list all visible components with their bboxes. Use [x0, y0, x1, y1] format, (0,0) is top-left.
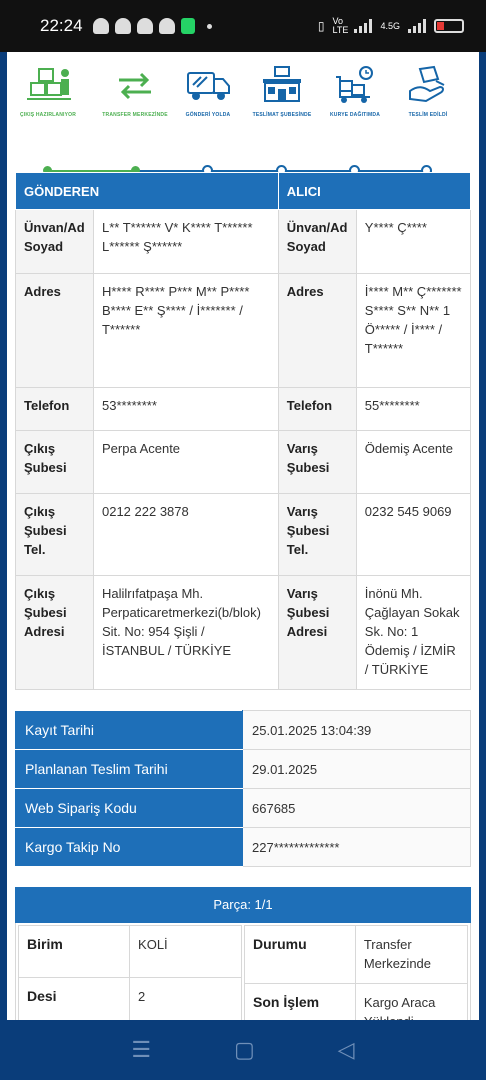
receiver-header: ALICI: [278, 173, 470, 210]
table-row: [16, 750, 471, 789]
status-bar: [0, 0, 486, 52]
unit-value: KOLİ: [130, 926, 242, 978]
last-action-value: Kargo Araca: [355, 984, 467, 1044]
status-time: 22:24: [40, 16, 83, 35]
snapchat-icon: [115, 18, 131, 34]
delivered-handover-icon: [391, 62, 465, 108]
vibrate-icon: ▯: [317, 19, 325, 33]
receiver-address-label: Adres: [278, 274, 356, 388]
transfer-arrows-icon: [98, 62, 172, 108]
destination-branch-label: Varış Şubesi: [278, 431, 356, 494]
web-order-code-value: 667685: [243, 789, 471, 828]
table-row: [245, 926, 468, 984]
receiver-address-value: İ**** M** Ç******* S**** S** N** 1 Ö***** / İ**** / T******: [356, 274, 470, 388]
unit-label: Birim: [19, 926, 130, 978]
table-row: [16, 274, 471, 388]
home-button[interactable]: ▢: [234, 1037, 255, 1062]
table-row: [16, 789, 471, 828]
signal-icon-2: [408, 19, 426, 33]
more-notifications-dot-icon: [207, 24, 212, 29]
navigation-bar: [0, 1020, 486, 1080]
party-header-row: [16, 173, 471, 210]
table-row: [19, 926, 242, 978]
sender-receiver-table: [15, 172, 471, 690]
truck-icon: [171, 62, 245, 108]
sender-name-label: Ünvan/Ad Soyad: [16, 210, 94, 274]
sender-address-label: Adres: [16, 274, 94, 388]
receiver-name-label: Ünvan/Ad Soyad: [278, 210, 356, 274]
origin-branch-phone-label: Çıkış Şubesi Tel.: [16, 494, 94, 576]
volte-label: Vo LTE: [332, 16, 349, 35]
table-row: [16, 828, 471, 867]
shipment-info-table: [15, 710, 471, 867]
warehouse-worker-icon: [11, 62, 85, 108]
receiver-phone-label: Telefon: [278, 388, 356, 431]
last-action-label: Son İşlem: [245, 984, 356, 1044]
origin-branch-address-value: Halilrıfatpaşa Mh. Perpaticaretmerkezi(b/blok) Sit. No: 954 Şişli / İSTANBUL / TÜRKİYE: [93, 576, 278, 690]
step-kurye: KURYE DAĞITIMDA: [318, 62, 392, 118]
planned-delivery-value: 29.01.2025: [243, 750, 471, 789]
origin-branch-address-label: Çıkış Şubesi Adresi: [16, 576, 94, 690]
notification-icons: [93, 18, 212, 34]
web-order-code-label: Web Sipariş Kodu: [16, 789, 243, 828]
table-row: [16, 388, 471, 431]
sender-phone-label: Telefon: [16, 388, 94, 431]
step-yolda: GÖNDERİ YOLDA: [171, 62, 245, 118]
destination-branch-phone-label: Varış Şubesi Tel.: [278, 494, 356, 576]
snapchat-icon: [93, 18, 109, 34]
branch-store-icon: [245, 62, 319, 108]
table-row: [16, 711, 471, 750]
origin-branch-value: Perpa Acente: [93, 431, 278, 494]
tracking-number-label: Kargo Takip No: [16, 828, 243, 867]
desi-value: 2: [130, 977, 242, 1043]
network-type: 4.5G: [380, 21, 400, 31]
destination-branch-value: Ödemiş Acente: [356, 431, 470, 494]
table-row: [16, 431, 471, 494]
sender-address-value: H**** R**** P*** M** P**** B**** E** Ş**** / İ******* / T******: [93, 274, 278, 388]
table-row: [16, 210, 471, 274]
registration-date-value: 25.01.2025 13:04:39: [243, 711, 471, 750]
back-button[interactable]: ◁: [337, 1037, 355, 1062]
parcel-title: Parça: 1/1: [15, 887, 471, 923]
destination-branch-phone-value: 0232 545 9069: [356, 494, 470, 576]
origin-branch-phone-value: 0212 222 3878: [93, 494, 278, 576]
courier-trolley-icon: [318, 62, 392, 108]
status-label: Durumu: [245, 926, 356, 984]
whatsapp-business-icon: [181, 18, 195, 34]
step-teslim-edildi: TESLİM EDİLDİ: [391, 62, 465, 118]
planned-delivery-label: Planlanan Teslim Tarihi: [16, 750, 243, 789]
sender-header: GÖNDEREN: [16, 173, 279, 210]
signal-icon: [354, 19, 372, 33]
snapchat-icon: [137, 18, 153, 34]
step-transfer: TRANSFER MERKEZİNDE: [98, 62, 172, 118]
registration-date-label: Kayıt Tarihi: [16, 711, 243, 750]
step-teslimat-subesi: TESLİMAT ŞUBESİNDE: [245, 62, 319, 118]
desi-label: Desi: [19, 977, 130, 1043]
page-content[interactable]: [7, 52, 479, 1020]
destination-branch-address-label: Varış Şubesi Adresi: [278, 576, 356, 690]
receiver-name-value: Y**** Ç****: [356, 210, 470, 274]
table-row: [16, 494, 471, 576]
destination-branch-address-value: İnönü Mh. Çağlayan Sokak Sk. No: 1 Ödemiş / İZMİR / TÜRKİYE: [356, 576, 470, 690]
step-cikis: ÇIKIŞ HAZIRLANIYOR: [11, 62, 85, 118]
table-row: [16, 576, 471, 690]
tracking-steps: [7, 62, 479, 182]
receiver-phone-value: 55********: [356, 388, 470, 431]
origin-branch-label: Çıkış Şubesi: [16, 431, 94, 494]
recent-apps-button[interactable]: ☰: [131, 1037, 152, 1062]
battery-icon: [434, 19, 464, 33]
status-value: Transfer Merkezinde: [355, 926, 467, 984]
sender-name-value: L** T****** V* K**** T****** L****** Ş******: [93, 210, 278, 274]
status-right: [318, 17, 464, 35]
tracking-number-value: 227*************: [243, 828, 471, 867]
snapchat-icon: [159, 18, 175, 34]
sender-phone-value: 53********: [93, 388, 278, 431]
